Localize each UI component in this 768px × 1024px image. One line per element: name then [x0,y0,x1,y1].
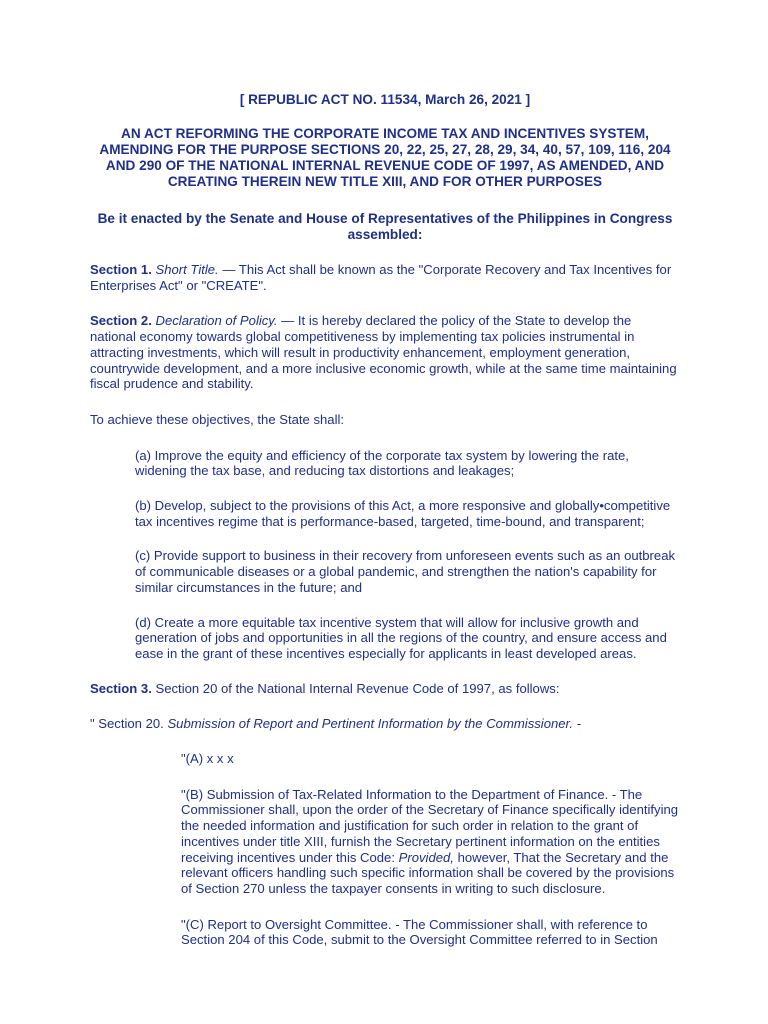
section-1-heading: Short Title. [155,262,219,277]
section-1 [90,262,680,293]
section-20-item-b [181,787,680,897]
section-20-item-c: "(C) Report to Oversight Committee. - The Commissioner shall, with reference to Section 204 of this Code, submit to the Oversight Committee referred to in Section [181,916,658,948]
objective-b: (b) Develop, subject to the provisions of this Act, a more responsive and globally•competitive tax incentives regime that is performance-based, targeted, time-bound, and transparent; [135,498,671,529]
section-2-label: Section 2. [90,313,152,329]
enacting-clause: Be it enacted by the Senate and House of Representatives of the Philippines in Congress assembled: [97,211,673,242]
objectives-intro: To achieve these objectives, the State shall: [90,411,345,427]
section-20-item-a: "(A) x x x [181,751,234,767]
section-3-label: Section 3. [90,680,152,696]
section-1-label: Section 1. [90,262,152,277]
section-3 [90,681,680,697]
section-3-text: Section 20 of the National Internal Revenue Code of 1997, as follows: [151,680,560,696]
section-20-title: Submission of Report and Pertinent Information by the Commissioner. - [167,716,582,732]
act-title: AN ACT REFORMING THE CORPORATE INCOME TAX AND INCENTIVES SYSTEM, AMENDING FOR THE PURPOSE SECTIONS 20, 22, 25, 27, 28, 29, 34, 40, 57, 109, 116, 204 AND 290 OF THE NATIONAL INTERNAL REVENUE CODE OF 1997, AS AMENDED, AND CREATING THEREIN NEW TITLE XIII, AND FOR OTHER PURPOSES [99,126,671,189]
section-2-heading: Declaration of Policy. [155,313,278,329]
item-b-provided: Provided, [398,849,454,865]
section-20-prefix: " Section 20. [90,716,168,732]
objective-d: (d) Create a more equitable tax incentive system that will allow for inclusive growth and generation of jobs and opportunities in all the regions of the country, and ensure access and ease in the grant of these incentives especially for applicants in least developed areas. [135,614,667,661]
objective-c: (c) Provide support to business in their recovery from unforeseen events such as an outbreak of communicable diseases or a global pandemic, and strengthen the nation's capability for similar circumstances in the future; and [135,548,676,595]
act-number: [ REPUBLIC ACT NO. 11534, March 26, 2021 ] [239,92,531,107]
item-b-text-2: however, That the Secretary and the relevant officers handling such specific information shall be covered by the provisions of Section 270 unless the taxpayer consents in writing to such disclosure. [181,849,675,896]
section-20-heading [90,716,680,732]
section-2-text: — It is hereby declared the policy of the State to develop the national economy towards global competitiveness by implementing tax policies instrumental in attracting investments, which will result in productivity enhancement, employment generation, countrywide development, and a more inclusive economic growth, while at the same time maintaining fiscal prudence and stability. [90,313,677,392]
objective-a: (a) Improve the equity and efficiency of the corporate tax system by lowering the rate, widening the tax base, and reducing tax distortions and leakages; [135,447,629,479]
section-1-text: — This Act shall be known as the "Corporate Recovery and Tax Incentives for Enterprises Act" or "CREATE". [90,262,672,293]
item-b-text-1: "(B) Submission of Tax-Related Information to the Department of Finance. - The Commissioner shall, upon the order of the Secretary of Finance specifically identifying the needed information and justification for such order in relation to the grant of incentives under title XIII, furnish the Secretary pertinent information on the entities receiving incentives under this Code: [181,786,679,865]
section-2 [90,313,680,392]
